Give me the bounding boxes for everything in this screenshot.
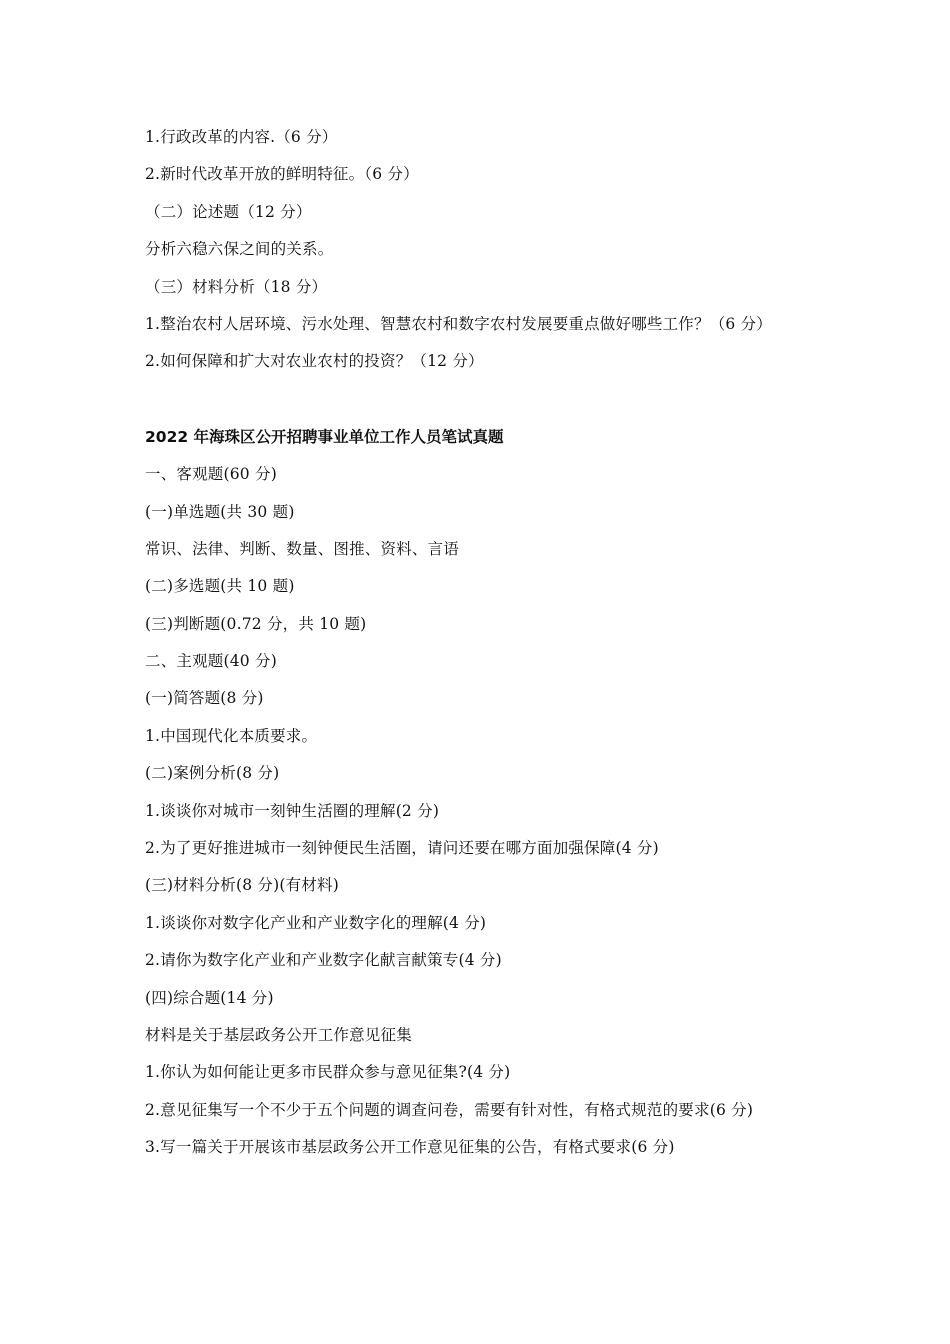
text-line: 3.写一篇关于开展该市基层政务公开工作意见征集的公告，有格式要求(6 分) xyxy=(145,1138,675,1157)
text-line: 常识、法律、判断、数量、图推、资料、言语 xyxy=(145,539,460,558)
section-heading: (三)判断题(0.72 分，共 10 题) xyxy=(145,614,367,633)
section-heading: (一)单选题(共 30 题) xyxy=(145,502,295,521)
text-line-wrapped: 1.整治农村人居环境、污水处理、智慧农村和数字农村发展要重点做好哪些工作？（6 分） xyxy=(145,314,772,333)
section-heading: (四)综合题(14 分) xyxy=(145,988,274,1007)
text-line: 2.如何保障和扩大对农业农村的投资？（12 分） xyxy=(145,352,484,371)
text-line: 1.你认为如何能让更多市民群众参与意见征集?(4 分) xyxy=(145,1063,511,1082)
text-line: 2.请你为数字化产业和产业数字化献言献策专(4 分) xyxy=(145,951,502,970)
section-heading: 二、主观题(40 分) xyxy=(145,652,277,671)
text-line: 2.为了更好推进城市一刻钟便民生活圈，请问还要在哪方面加强保障(4 分) xyxy=(145,839,659,858)
text-line: 2.新时代改革开放的鲜明特征。（6 分） xyxy=(145,165,419,184)
section-heading: (二)多选题(共 10 题) xyxy=(145,577,295,596)
section-spacer xyxy=(145,381,825,419)
text-line: 1.谈谈你对城市一刻钟生活圈的理解(2 分) xyxy=(145,801,440,820)
section-heading: （二）论述题（12 分） xyxy=(145,202,312,221)
text-line: 分析六稳六保之间的关系。 xyxy=(145,240,334,259)
document-page xyxy=(145,119,825,1167)
section-heading: 一、客观题(60 分) xyxy=(145,465,277,484)
section-heading: （三）材料分析（18 分） xyxy=(145,277,328,296)
document-title: 2022 年海珠区公开招聘事业单位工作人员笔试真题 xyxy=(145,427,504,446)
text-line: 2.意见征集写一个不少于五个问题的调查问卷，需要有针对性，有格式规范的要求(6 分) xyxy=(145,1100,754,1119)
text-line: 1.谈谈你对数字化产业和产业数字化的理解(4 分) xyxy=(145,913,487,932)
text-line: 材料是关于基层政务公开工作意见征集 xyxy=(145,1026,412,1044)
section-heading: (二)案例分析(8 分) xyxy=(145,764,280,783)
section-heading: (三)材料分析(8 分)(有材料) xyxy=(145,876,339,895)
section-heading: (一)简答题(8 分) xyxy=(145,689,264,708)
text-line: 1.中国现代化本质要求。 xyxy=(145,726,318,745)
text-line: 1.行政改革的内容.（6 分） xyxy=(145,128,338,146)
